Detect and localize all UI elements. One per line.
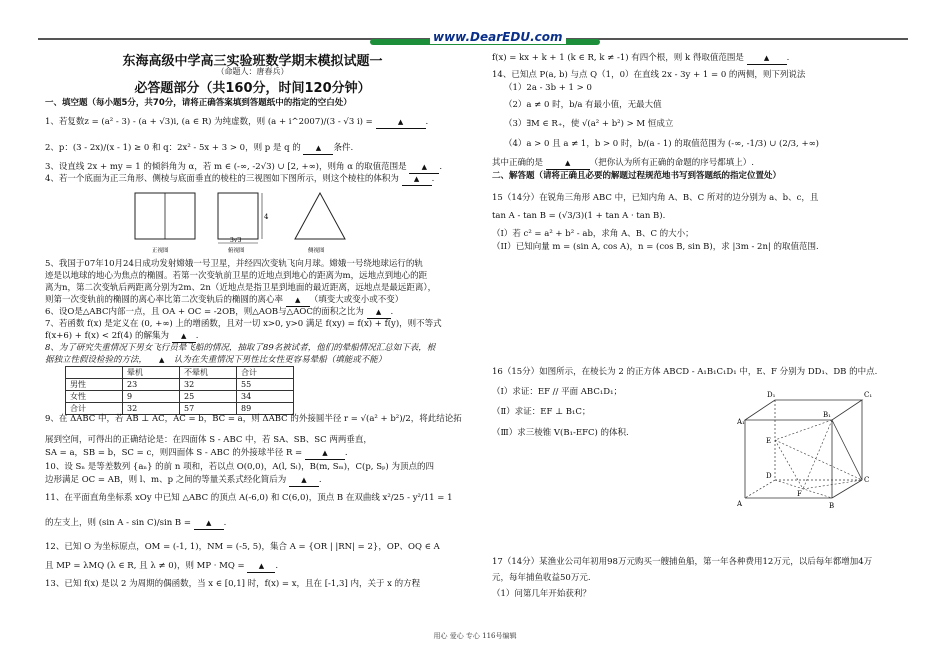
svg-text:E: E	[766, 437, 772, 445]
svg-text:A: A	[737, 500, 743, 508]
exam-title: 东海高级中学高三实验班数学期末模拟试题一	[122, 54, 383, 69]
table-row: 女性 9 25 34	[66, 391, 294, 403]
contingency-table	[65, 366, 294, 415]
question-17-line-2: 元，每年捕鱼收益50万元.	[492, 573, 591, 583]
question-2: 2、p：(3 - 2x)/(x - 1) ≥ 0 和 q：2x² - 5x + 3 > 0，则 p 是 q 的 ▲ 条件.	[45, 143, 354, 153]
dim-bottom-label: 3√3	[230, 237, 242, 244]
question-12-line-2: 且 MP = λMQ (λ ∈ R, 且 λ ≠ 0)，则 MP · MQ = ▲ .	[45, 561, 279, 571]
page-footer: 用心 爱心 专心 116号编辑	[433, 632, 517, 640]
site-logo: www.DearEDU.com	[370, 34, 600, 48]
question-15-line-1: 15（14分）在锐角三角形 ABC 中，已知内角 A、B、C 所对的边分别为 a、b、c，且	[492, 193, 819, 203]
question-5-line-4: 则第一次变轨前的椭圆的离心率比第二次变轨后的椭圆的离心率 ▲ （填变大或变小或不变）	[45, 295, 404, 305]
table-row: 合计 32 57 89	[66, 403, 294, 415]
question-13-continued: f(x) = kx + k + 1 (k ∈ R, k ≠ -1) 有四个根，则 k 得取值范围是 ▲ .	[492, 53, 790, 63]
question-15-line-2: tan A - tan B = (√3/3)(1 + tan A · tan B).	[492, 211, 666, 221]
side-view-triangle	[295, 193, 345, 239]
author-line: （命题人：唐春兵）	[216, 67, 289, 76]
q14-answer-line: 其中正确的是 ▲ （把你认为所有正确的命题的序号都填上）.	[492, 158, 754, 168]
question-16-part-3: （Ⅲ）求三棱锥 V(B₁-EFC) 的体积.	[492, 428, 629, 438]
top-view-label: 俯视图	[228, 248, 245, 254]
question-9-line-2: 展到空间，可得出的正确结论是：在四面体 S - ABC 中，若 SA、SB、SC 两两垂直，	[45, 435, 372, 445]
question-17-line-1: 17（14分）某渔业公司年初用98万元购买一艘捕鱼船，第一年各种费用12万元，以后每年都增加4万	[492, 557, 873, 567]
question-5-line-2: 迹是以地球的地心为焦点的椭圆。若第一次变轨前卫星的近地点到地心的距离为m，远地点到地心的距	[45, 271, 428, 281]
question-16: 16（15分）如图所示，在棱长为 2 的正方体 ABCD - A₁B₁C₁D₁ 中，E、F 分别为 DD₁、DB 的中点.	[492, 367, 878, 377]
table-header-row: 晕机 不晕机 合计	[66, 367, 294, 379]
question-7-line-1: 7、若函数 f(x) 是定义在 (0, +∞) 上的增函数，且对一切 x>0, y>0 满足 f(xy) = f(x) + f(y)，则不等式	[45, 319, 442, 329]
question-14: 14、已知点 P(a, b) 与点 Q（1，0）在直线 2x - 3y + 1 = 0 的两侧，则下列说法	[492, 70, 806, 80]
question-15-part-1: （I）若 c² = a² + b² - ab，求角 A、B、C 的大小；	[492, 229, 694, 239]
svg-text:F: F	[797, 490, 802, 498]
svg-text:C: C	[864, 476, 870, 484]
question-8-line-1: 8、为了研究失重情况下男女飞行员晕飞船的情况，抽取了89名被试者，他们的晕船情况汇总如下表，根	[45, 343, 436, 353]
front-view-label: 正视图	[152, 248, 169, 254]
question-16-part-2: （Ⅱ）求证：EF ⊥ B₁C；	[492, 407, 591, 417]
cube-figure	[737, 388, 897, 516]
svg-text:B₁: B₁	[823, 411, 831, 419]
question-10-line-1: 10、设 Sₙ 是等差数列 {aₙ} 的前 n 项和，若以点 O(0,0)，A(l, Sₗ)，B(m, Sₘ)，C(p, Sₚ) 为顶点的四	[45, 462, 434, 472]
question-7-line-2: f(x+6) + f(x) < 2f(4) 的解集为 ▲ .	[45, 331, 199, 341]
question-5-line-3: 离为n，第二次变轨后两距离分别为2m、2n（近地点是指卫星到地面的最近距离，远地点是最远距离），	[45, 283, 437, 293]
question-8-line-2: 据独立性假设检验的方法， ▲ 认为在失重情况下男性比女性更容易晕船（填能或不能）	[45, 355, 387, 365]
question-4: 4、若一个底面为正三角形、侧棱与底面垂直的棱柱的三视图如下图所示，则这个棱柱的体积为 ▲ .	[45, 174, 435, 184]
svg-text:C₁: C₁	[864, 391, 873, 399]
q14-option-2: （2）a ≠ 0 时，b/a 有最小值，无最大值	[504, 100, 662, 110]
section-fill-in: 一、填空题（每小题5分，共70分，请将正确答案填到答题纸中的指定的空白处）	[45, 98, 352, 108]
question-6: 6、设O是△ABC内部一点，且 OA + OC = -2OB，则△AOB与△AOC的面积之比为 ▲ .	[45, 307, 394, 317]
svg-text:D₁: D₁	[767, 391, 776, 399]
question-11-line-1: 11、在平面直角坐标系 xOy 中已知 △ABC 的顶点 A(-6,0) 和 C(6,0)，顶点 B 在双曲线 x²/25 - y²/11 = 1	[45, 493, 453, 503]
question-17-part-1: （1）问第几年开始获利？	[492, 589, 591, 599]
exam-subtitle: 必答题部分（共160分，时间120分钟）	[134, 81, 371, 96]
question-12-line-1: 12、已知 O 为坐标原点，OM = (-1, 1)，NM = (-5, 5)，集合 A = {OR | |RN| = 2}，OP、OQ ∈ A	[45, 542, 440, 552]
question-9-line-3: SA = a，SB = b，SC = c，则四面体 S - ABC 的外接球半径 R = ▲ .	[45, 448, 348, 458]
svg-text:A₁: A₁	[737, 418, 745, 426]
side-view-label: 侧视图	[308, 248, 325, 254]
question-15-part-2: （II）已知向量 m = (sin A, cos A)，n = (cos B, sin B)，求 |3m - 2n| 的取值范围.	[492, 242, 819, 252]
question-9-line-1: 9、在 ΔABC 中，若 AB ⊥ AC，AC = b，BC = a，则 ΔABC 的外接圆半径 r = √(a² + b²)/2，将此结论拓	[45, 414, 462, 424]
table-row: 男性 23 32 55	[66, 379, 294, 391]
top-view-rect	[218, 193, 258, 239]
question-5-line-1: 5、我国于07年10月24日成功发射嫦娥一号卫星，并经四次变轨飞向月球。嫦娥一号绕地球运行的轨	[45, 259, 423, 269]
section-solve: 二、解答题（请将正确且必要的解题过程规范地书写到答题纸的指定位置处）	[492, 171, 782, 181]
q14-option-1: （1）2a - 3b + 1 > 0	[504, 83, 592, 93]
svg-text:B: B	[829, 502, 835, 510]
question-1: 1、若复数z = (a² - 3) - (a + √3)i, (a ∈ R) 为纯虚数，则 (a + i^2007)/(3 - √3 i) = ▲ .	[45, 117, 429, 127]
question-10-line-2: 边形满足 OC = AB，则 l、m、p 之间的等量关系式经化简后为 ▲ .	[45, 475, 322, 485]
q14-option-3: （3）∃M ∈ R₊，使 √(a² + b²) > M 恒成立	[504, 119, 674, 129]
question-13: 13、已知 f(x) 是以 2 为周期的偶函数，当 x ∈ [0,1] 时，f(x) = x，且在 [-1,3] 内，关于 x 的方程	[45, 579, 421, 589]
question-3: 3、设直线 2x + my = 1 的倾斜角为 α，若 m ∈ (-∞, -2√3) ∪ [2, +∞)，则角 α 的取值范围是 ▲ .	[45, 162, 443, 172]
three-views-figure	[130, 190, 430, 256]
question-11-line-2: 的左支上，则 (sin A - sin C)/sin B = ▲ .	[45, 518, 227, 528]
dim-side-label: 4	[264, 213, 269, 221]
svg-text:D: D	[766, 472, 772, 480]
q14-option-4: （4）a > 0 且 a ≠ 1，b > 0 时，b/(a - 1) 的取值范围为 (-∞, -1/3) ∪ (2/3, +∞)	[504, 139, 819, 149]
question-16-part-1: （Ⅰ）求证：EF // 平面 ABC₁D₁；	[492, 387, 622, 397]
